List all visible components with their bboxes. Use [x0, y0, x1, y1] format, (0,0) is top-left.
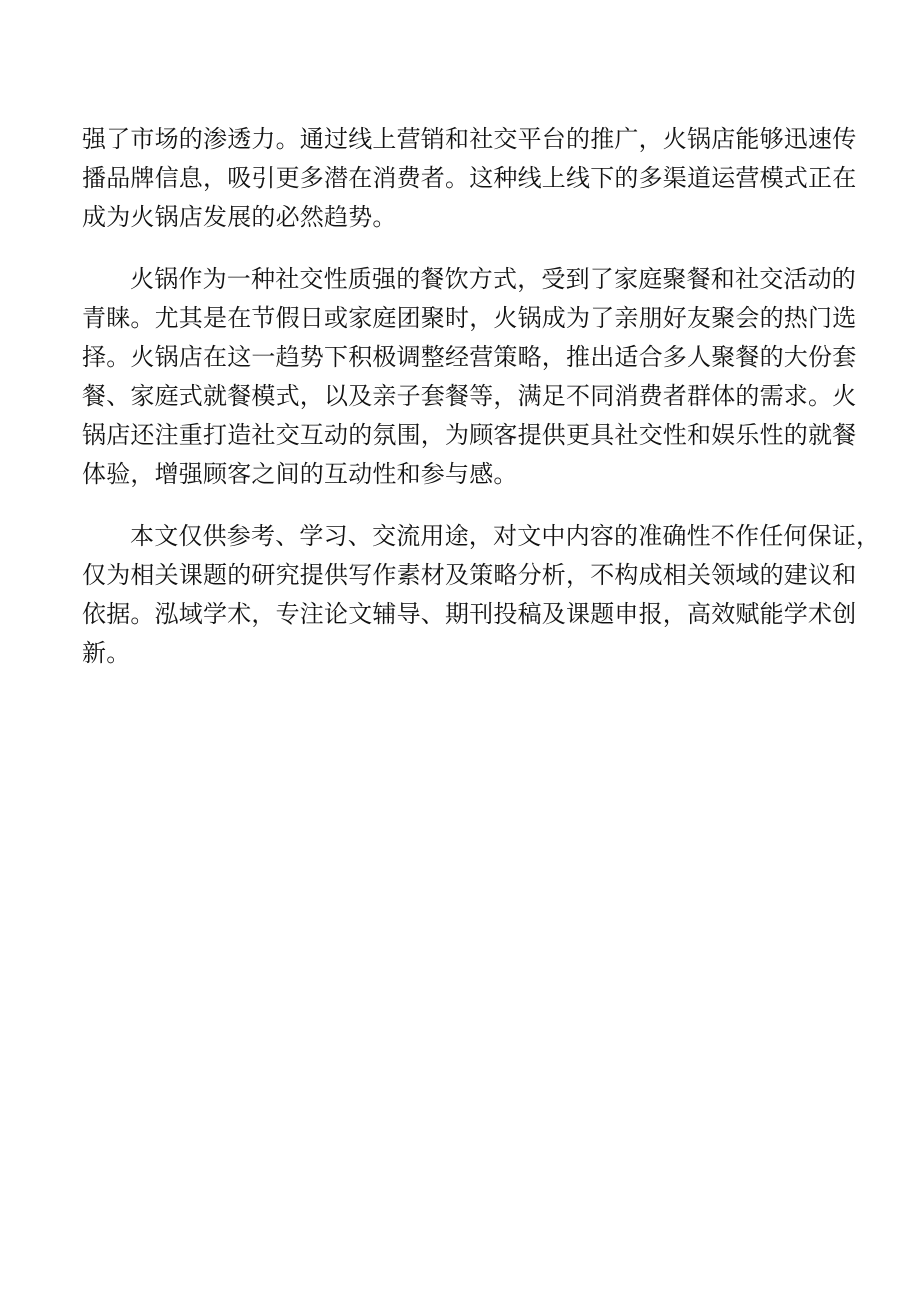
text-line: 体验，增强顾客之间的互动性和参与感。	[82, 460, 518, 488]
paragraph-social-dining	[82, 260, 857, 494]
text-line: 火锅作为一种社交性质强的餐饮方式，受到了家庭聚餐和社交活动的	[130, 265, 856, 293]
text-line: 本文仅供参考、学习、交流用途，对文中内容的准确性不作任何保证，	[130, 522, 881, 550]
text-line: 择。火锅店在这一趋势下积极调整经营策略，推出适合多人聚餐的大份套	[82, 343, 857, 371]
text-line: 依据。泓域学术，专注论文辅导、期刊投稿及课题申报，高效赋能学术创	[82, 600, 857, 628]
text-line: 强了市场的渗透力。通过线上营销和社交平台的推广，火锅店能够迅速传	[82, 125, 857, 153]
text-line: 餐、家庭式就餐模式，以及亲子套餐等，满足不同消费者群体的需求。火	[82, 382, 857, 410]
text-line: 锅店还注重打造社交互动的氛围，为顾客提供更具社交性和娱乐性的就餐	[82, 421, 857, 449]
paragraph-market-penetration	[82, 120, 857, 237]
text-line: 播品牌信息，吸引更多潜在消费者。这种线上线下的多渠道运营模式正在	[82, 164, 857, 192]
document-page	[82, 120, 881, 696]
text-line: 新。	[82, 639, 131, 667]
text-line: 青睐。尤其是在节假日或家庭团聚时，火锅成为了亲朋好友聚会的热门选	[82, 304, 857, 332]
paragraph-disclaimer	[82, 517, 881, 673]
text-line: 成为火锅店发展的必然趋势。	[82, 203, 397, 231]
text-line: 仅为相关课题的研究提供写作素材及策略分析，不构成相关领域的建议和	[82, 561, 857, 589]
